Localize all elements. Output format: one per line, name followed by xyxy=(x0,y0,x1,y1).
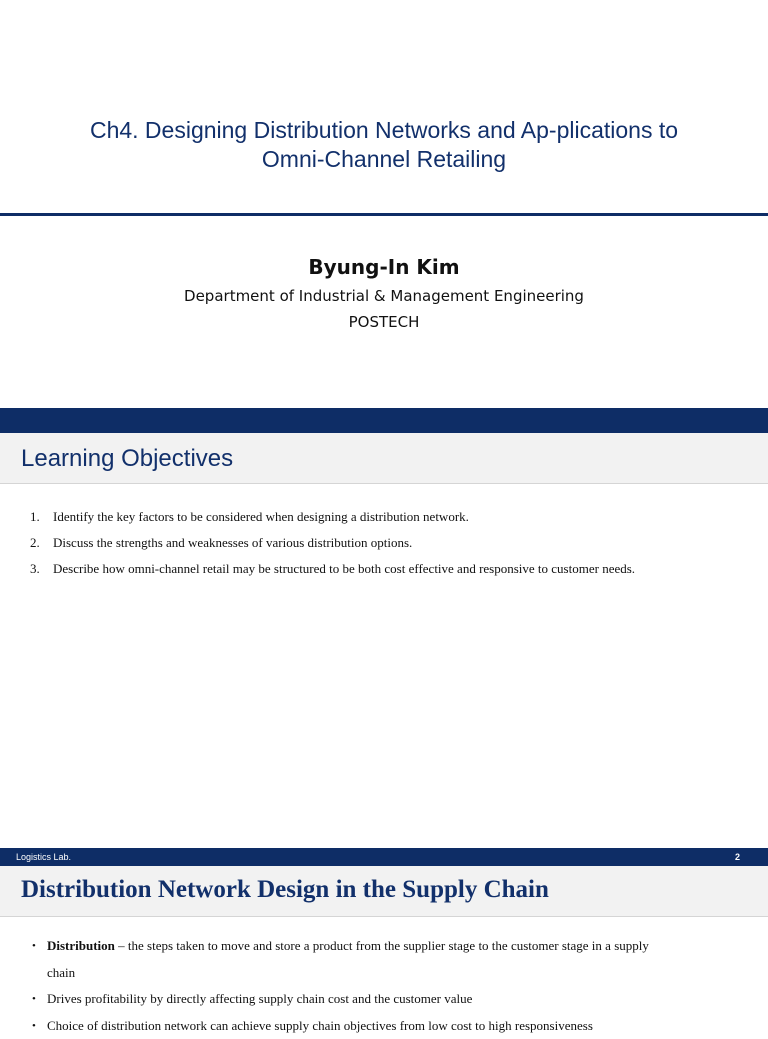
list-text: Choice of distribution network can achieve supply chain objectives from low cost to high responsiveness xyxy=(47,1018,593,1033)
bullet-icon: • xyxy=(32,986,36,1013)
list-item xyxy=(30,530,670,556)
bullet-icon: • xyxy=(32,1013,36,1039)
list-number: 1. xyxy=(30,504,40,530)
list-item xyxy=(30,556,670,582)
list-item xyxy=(30,933,675,986)
learning-objectives-title: Learning Objectives xyxy=(21,445,233,473)
term-bold: Distribution xyxy=(47,938,115,953)
list-item xyxy=(30,504,670,530)
list-text: Describe how omni-channel retail may be structured to be both cost effective and responsive to customer needs. xyxy=(53,561,635,576)
list-text: Discuss the strengths and weaknesses of various distribution options. xyxy=(53,535,412,550)
institution: POSTECH xyxy=(0,313,768,331)
list-text: – the steps taken to move and store a product from the supplier stage to the customer stage in a supply chain xyxy=(47,938,649,980)
department: Department of Industrial & Management Engineering xyxy=(0,287,768,305)
slide-title: Ch4. Designing Distribution Networks and Ap-plications to Omni-Channel Retailing xyxy=(80,116,688,174)
list-item xyxy=(30,1013,675,1039)
bullet-list xyxy=(30,933,675,1039)
slide-top-band xyxy=(0,408,768,433)
slide-header xyxy=(0,866,768,917)
list-number: 3. xyxy=(30,556,40,582)
footer-lab-name: Logistics Lab. xyxy=(16,852,71,862)
slide-header xyxy=(0,433,768,484)
title-slide xyxy=(0,0,768,408)
list-number: 2. xyxy=(30,530,40,556)
list-text: Drives profitability by directly affecting supply chain cost and the customer value xyxy=(47,991,472,1006)
distribution-network-title: Distribution Network Design in the Supply Chain xyxy=(21,876,549,904)
list-text: Identify the key factors to be considered when designing a distribution network. xyxy=(53,509,469,524)
bullet-icon: • xyxy=(32,933,36,960)
author-name: Byung-In Kim xyxy=(0,255,768,279)
slide-footer xyxy=(0,848,768,866)
objectives-list xyxy=(30,504,670,582)
page-number: 2 xyxy=(735,852,740,862)
title-divider xyxy=(0,213,768,216)
list-item xyxy=(30,986,675,1013)
